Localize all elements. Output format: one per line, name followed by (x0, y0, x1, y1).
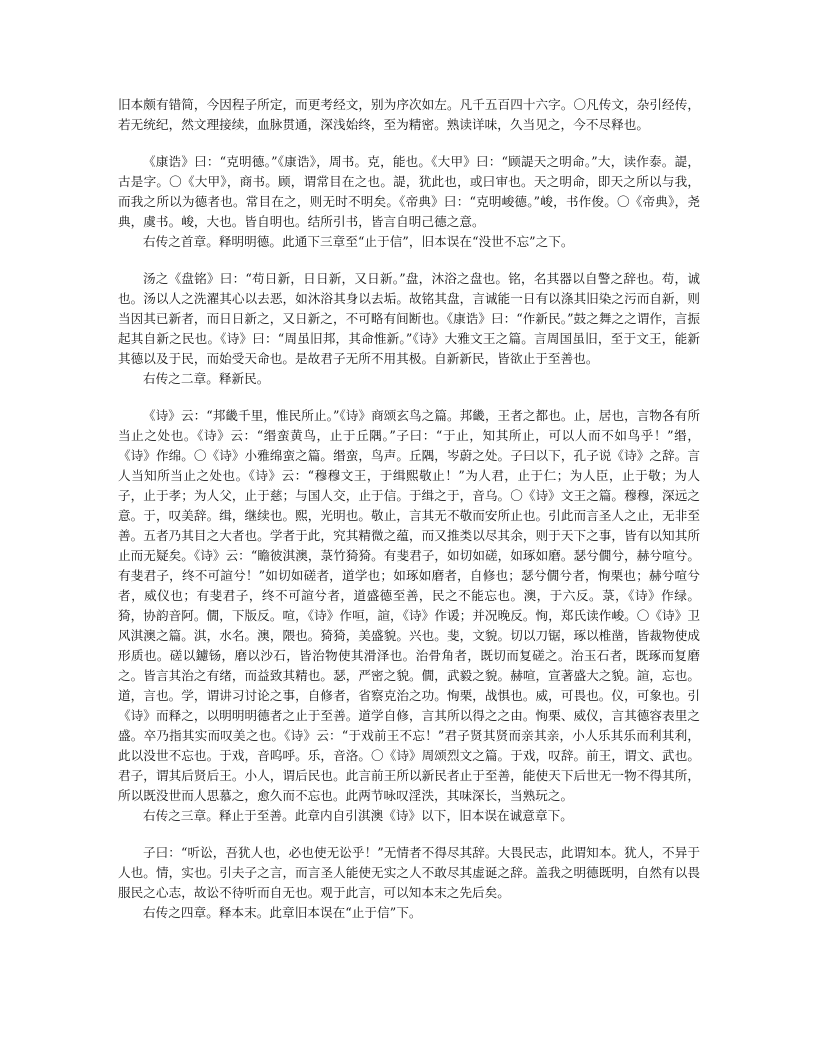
paragraph-chapter-2-note: 右传之二章。释新民。 (143, 371, 270, 386)
paragraph-intro: 旧本颇有错简，今因程子所定，而更考经文，别为序次如左。凡千五百四十六字。〇凡传文，杂引经传，若无统纪，然文理接续，血脉贯通，深浅始终，至为精密。熟读详味，久当见之，今不尽释也。 (118, 97, 700, 132)
paragraph-kanggao: 《康诰》曰：“克明德。”《康诰》，周书。克，能也。《大甲》曰：“顾諟天之明命。”大，读作泰。諟，古是字。〇《大甲》，商书。顾，谓常目在之也。諟，犹此也，或曰审也。天之明命，即天之所以与我，而我之所以为德者也。常目在之，则无时不明矣。《帝典》曰：“克明峻德。”峻，书作俊。〇《帝典》，尧典，虞书。峻，大也。皆自明也。结所引书，皆言自明己德之意。 (118, 154, 700, 229)
paragraph-tingsong: 子曰：“听讼，吾犹人也，必也使无讼乎！”无情者不得尽其辞。大畏民志，此谓知本。犹人，不异于人也。情，实也。引夫子之言，而言圣人能使无实之人不敢尽其虚诞之辞。盖我之明德既明，自然有以畏服民之心志，故讼不待听而自无也。观于此言，可以知本末之先后矣。 (118, 845, 700, 900)
paragraph-chapter-4-note: 右传之四章。释本末。此章旧本误在“止于信”下。 (143, 905, 422, 920)
paragraph-shi-yun: 《诗》云：“邦畿千里，惟民所止。”《诗》商颂玄鸟之篇。邦畿，王者之都也。止，居也，言物各有所当止之处也。《诗》云：“缗蛮黄鸟，止于丘隅。”子曰：“于止，知其所止，可以人而不如鸟乎！”缗，《诗》作绵。〇《诗》小雅绵蛮之篇。缗蛮，鸟声。丘隅，岑蔚之处。子曰以下，孔子说《诗》之辞。言人当知所当止之处也。《诗》云：“穆穆文王，于缉熙敬止！”为人君，止于仁；为人臣，止于敬；为人子，止于孝；为人父，止于慈；与国人交，止于信。于缉之于，音乌。〇《诗》文王之篇。穆穆，深远之意。于，叹美辞。缉，继续也。熙，光明也。敬止，言其无不敬而安所止也。引此而言圣人之止，无非至善。五者乃其目之大者也。学者于此，究其精微之蕴，而又推类以尽其余，则于天下之事，皆有以知其所止而无疑矣。《诗》云：“瞻彼淇澳，菉竹猗猗。有斐君子，如切如磋，如琢如磨。瑟兮僩兮，赫兮喧兮。有斐君子，终不可諠兮！”如切如磋者，道学也；如琢如磨者，自修也；瑟兮僩兮者，恂栗也；赫兮喧兮者，威仪也；有斐君子，终不可諠兮者，道盛德至善，民之不能忘也。澳，于六反。菉，《诗》作绿。猗，协韵音阿。僩，下版反。喧，《诗》作咺，諠，《诗》作谖；并况晚反。恂，郑氏读作峻。〇《诗》卫风淇澳之篇。淇，水名。澳，隈也。猗猗，美盛貌。兴也。斐，文貌。切以刀锯，琢以椎凿，皆裁物使成形质也。磋以鑢钖，磨以沙石，皆治物使其滑泽也。治骨角者，既切而复磋之。治玉石者，既琢而复磨之。皆言其治之有绪，而益致其精也。瑟，严密之貌。僩，武毅之貌。赫喧，宣著盛大之貌。諠，忘也。道，言也。学，谓讲习讨论之事，自修者，省察克治之功。恂栗，战惧也。威，可畏也。仪，可象也。引《诗》而释之，以明明明德者之止于至善。道学自修，言其所以得之之由。恂栗、威仪，言其德容表里之盛。卒乃指其实而叹美之也。《诗》云：“于戏前王不忘！”君子贤其贤而亲其亲，小人乐其乐而利其利，此以没世不忘也。于戏，音呜呼。乐，音洛。〇《诗》周颂烈文之篇。于戏，叹辞。前王，谓文、武也。君子，谓其后贤后王。小人，谓后民也。此言前王所以新民者止于至善，能使天下后世无一物不得其所，所以既没世而人思慕之，愈久而不忘也。此两节咏叹淫泆，其味深长，当熟玩之。 (118, 408, 700, 803)
document-page (118, 95, 700, 923)
paragraph-panming: 汤之《盘铭》曰：“苟日新，日日新，又日新。”盘，沐浴之盘也。铭，名其器以自警之辞也。苟，诚也。汤以人之洗濯其心以去恶，如沐浴其身以去垢。故铭其盘，言诚能一日有以涤其旧染之污而自新，则当因其已新者，而日日新之，又日新之，不可略有间断也。《康诰》曰：“作新民。”鼓之舞之之谓作，言振起其自新之民也。《诗》曰：“周虽旧邦，其命惟新。”《诗》大雅文王之篇。言周国虽旧，至于文王，能新其德以及于民，而始受天命也。是故君子无所不用其极。自新新民，皆欲止于至善也。 (118, 271, 700, 366)
paragraph-chapter-3-note: 右传之三章。释止于至善。此章内自引淇澳《诗》以下，旧本误在诚意章下。 (143, 808, 573, 823)
paragraph-chapter-1-note: 右传之首章。释明明德。此通下三章至“止于信”，旧本误在“没世不忘”之下。 (143, 234, 574, 249)
